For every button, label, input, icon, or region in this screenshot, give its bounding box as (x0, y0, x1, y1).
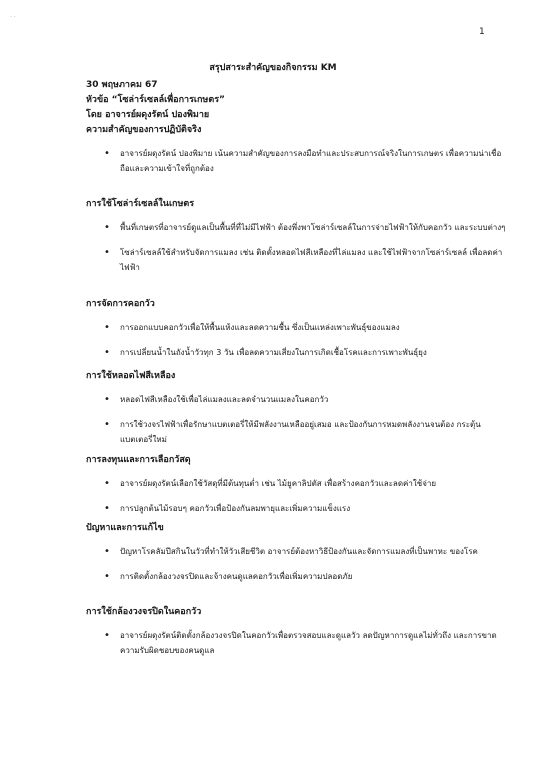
document-meta (86, 78, 225, 123)
bullet-item: • พื้นที่เกษตรที่อาจารย์ดูแลเป็นพื้นที่ที่ไม่มีไฟฟ้า ต้องพึ่งพาโซล่าร์เซลล์ในการจ่ายไฟฟ้าให้กับคอกวัว และระบบต่างๆ (86, 220, 506, 235)
section-cctv (86, 604, 506, 668)
section-investment (86, 452, 436, 526)
bullet-item: • อาจารย์ผดุงรัตน์ ปองพิมาย เน้นความสำคัญของการลงมือทำและประสบการณ์จริงในการเกษตร เพื่อความน่าเชื่อถือและความเข้าใจที่ถูกต้อง (86, 146, 506, 176)
section-heading: การลงทุนและการเลือกวัสดุ (86, 455, 191, 465)
bullet-item: • การใช้วงจรไฟฟ้าเพื่อรักษาแบตเตอรี่ให้มีพลังงานเหลืออยู่เสมอ และป้องกันการหมดพลังงานจนต้อง กระตุ้นแบตเตอรี่ใหม่ (86, 417, 506, 447)
section-problems (86, 520, 478, 594)
section-solar-use (86, 196, 506, 285)
bullet-item: • หลอดไฟสีเหลืองใช้เพื่อไล่แมลงและลดจำนวนแมลงในคอกวัว (86, 392, 506, 407)
bullet-item: • การติดตั้งกล้องวงจรปิดและจ้างคนดูแลคอกวัวเพื่อเพิ่มความปลอดภัย (86, 569, 478, 584)
scan-mark: · · (10, 14, 16, 21)
bullet-item: • โซล่าร์เซลล์ใช้สำหรับจัดการแมลง เช่น ติดตั้งหลอดไฟสีเหลืองที่ไล่แมลง และใช้ไฟฟ้าจากโซล่าร์เซลล์ เพื่อลดค่าไฟฟ้า (86, 245, 506, 275)
bullet-item: • ปัญหาโรคลัมปีสกินในวัวที่ทำให้วัวเสียชีวิต อาจารย์ต้องหาวิธีป้องกันและจัดการแมลงที่เป็นพาหะ ของโรค (86, 544, 478, 559)
section-yellow-lamp (86, 368, 506, 457)
section-heading: ปัญหาและการแก้ไข (86, 523, 164, 533)
bullet-item: • การปลูกต้นไม้รอบๆ คอกวัวเพื่อป้องกันลมพายุและเพิ่มความแข็งแรง (86, 501, 436, 516)
page-number: 1 (479, 27, 485, 37)
section-cow-pen (86, 296, 427, 370)
section-practice (86, 122, 506, 186)
bullet-item: • การเปลี่ยนน้ำในถังน้ำวัวทุก 3 วัน เพื่อลดความเสี่ยงในการเกิดเชื้อโรคและการเพาะพันธุ์ยุง (86, 345, 427, 360)
section-heading: การใช้กล้องวงจรปิดในคอกวัว (86, 607, 202, 617)
section-heading: การใช้โซล่าร์เซลล์ในเกษตร (86, 199, 195, 209)
bullet-item: • อาจารย์ผดุงรัตน์ติดตั้งกล้องวงจรปิดในคอกวัวเพื่อตรวจสอบและดูแลวัว ลดปัญหาการดูแลไม่ทั่วถึง และการขาดความรับผิดชอบของคนดูแล (86, 628, 506, 658)
meta-author: โดย อาจารย์ผดุงรัตน์ ปองพิมาย (86, 110, 210, 120)
bullet-item: • อาจารย์ผดุงรัตน์เลือกใช้วัสดุที่มีต้นทุนต่ำ เช่น ไม้ยูคาลิปตัส เพื่อสร้างคอกวัวและลดค่าใช้จ่าย (86, 476, 436, 491)
meta-date: 30 พฤษภาคม 67 (86, 80, 158, 90)
section-heading: ความสำคัญของการปฏิบัติจริง (86, 125, 202, 135)
bullet-item: • การออกแบบคอกวัวเพื่อให้พื้นแห้งและลดความชื้น ซึ่งเป็นแหล่งเพาะพันธุ์ของแมลง (86, 320, 427, 335)
meta-topic: หัวข้อ “โซล่าร์เซลล์เพื่อการเกษตร” (86, 95, 225, 105)
section-heading: การจัดการคอกวัว (86, 299, 155, 309)
document-title: สรุปสาระสำคัญของกิจกรรม KM (209, 63, 337, 73)
section-heading: การใช้หลอดไฟสีเหลือง (86, 371, 176, 381)
